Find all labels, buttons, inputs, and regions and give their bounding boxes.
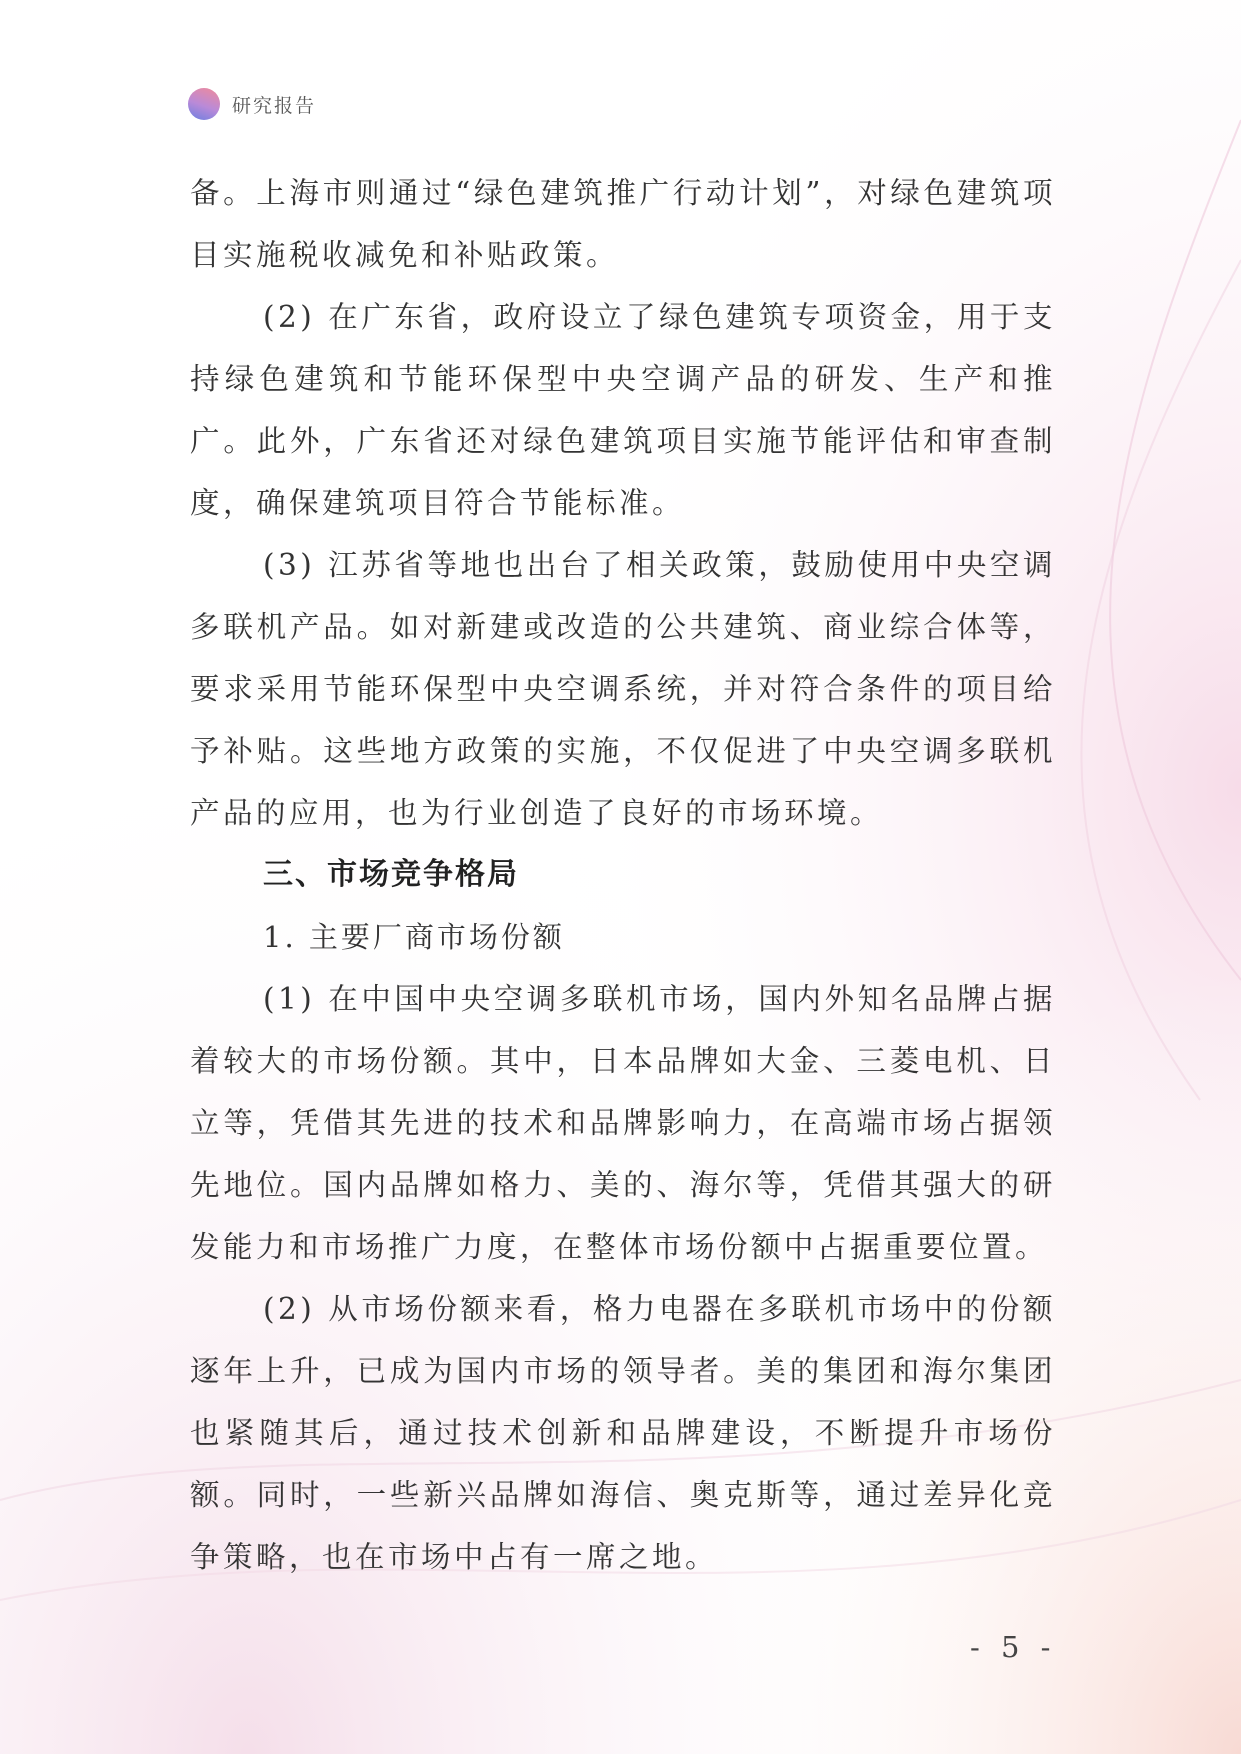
section-heading: 三、市场竞争格局 xyxy=(263,857,519,892)
report-header xyxy=(188,88,316,120)
paragraph: (1) 在中国中央空调多联机市场，国内外知名品牌占据着较大的市场份额。其中，日本品牌如大金、三菱电机、日立等，凭借其先进的技术和品牌影响力，在高端市场占据领先地位。国内品牌如格力、美的、海尔等，凭借其强大的研发能力和市场推广力度，在整体市场份额中占据重要位置。 xyxy=(190,982,1056,1264)
logo-icon xyxy=(188,88,220,120)
page-number: - 5 - xyxy=(970,1630,1057,1664)
report-body xyxy=(190,162,1056,1588)
report-title: 研究报告 xyxy=(232,94,317,117)
paragraph: (2) 在广东省，政府设立了绿色建筑专项资金，用于支持绿色建筑和节能环保型中央空调产品的研发、生产和推广。此外，广东省还对绿色建筑项目实施节能评估和审查制度，确保建筑项目符合节能标准。 xyxy=(190,300,1056,520)
paragraph: 备。上海市则通过“绿色建筑推广行动计划”，对绿色建筑项目实施税收减免和补贴政策。 xyxy=(190,176,1056,272)
paragraph: (3) 江苏省等地也出台了相关政策，鼓励使用中央空调多联机产品。如对新建或改造的公共建筑、商业综合体等，要求采用节能环保型中央空调系统，并对符合条件的项目给予补贴。这些地方政策的实施，不仅促进了中央空调多联机产品的应用，也为行业创造了良好的市场环境。 xyxy=(190,548,1056,830)
paragraph: (2) 从市场份额来看，格力电器在多联机市场中的份额逐年上升，已成为国内市场的领导者。美的集团和海尔集团也紧随其后，通过技术创新和品牌建设，不断提升市场份额。同时，一些新兴品牌如海信、奥克斯等，通过差异化竞争策略，也在市场中占有一席之地。 xyxy=(190,1292,1056,1574)
subsection-heading: 1. 主要厂商市场份额 xyxy=(263,920,565,954)
